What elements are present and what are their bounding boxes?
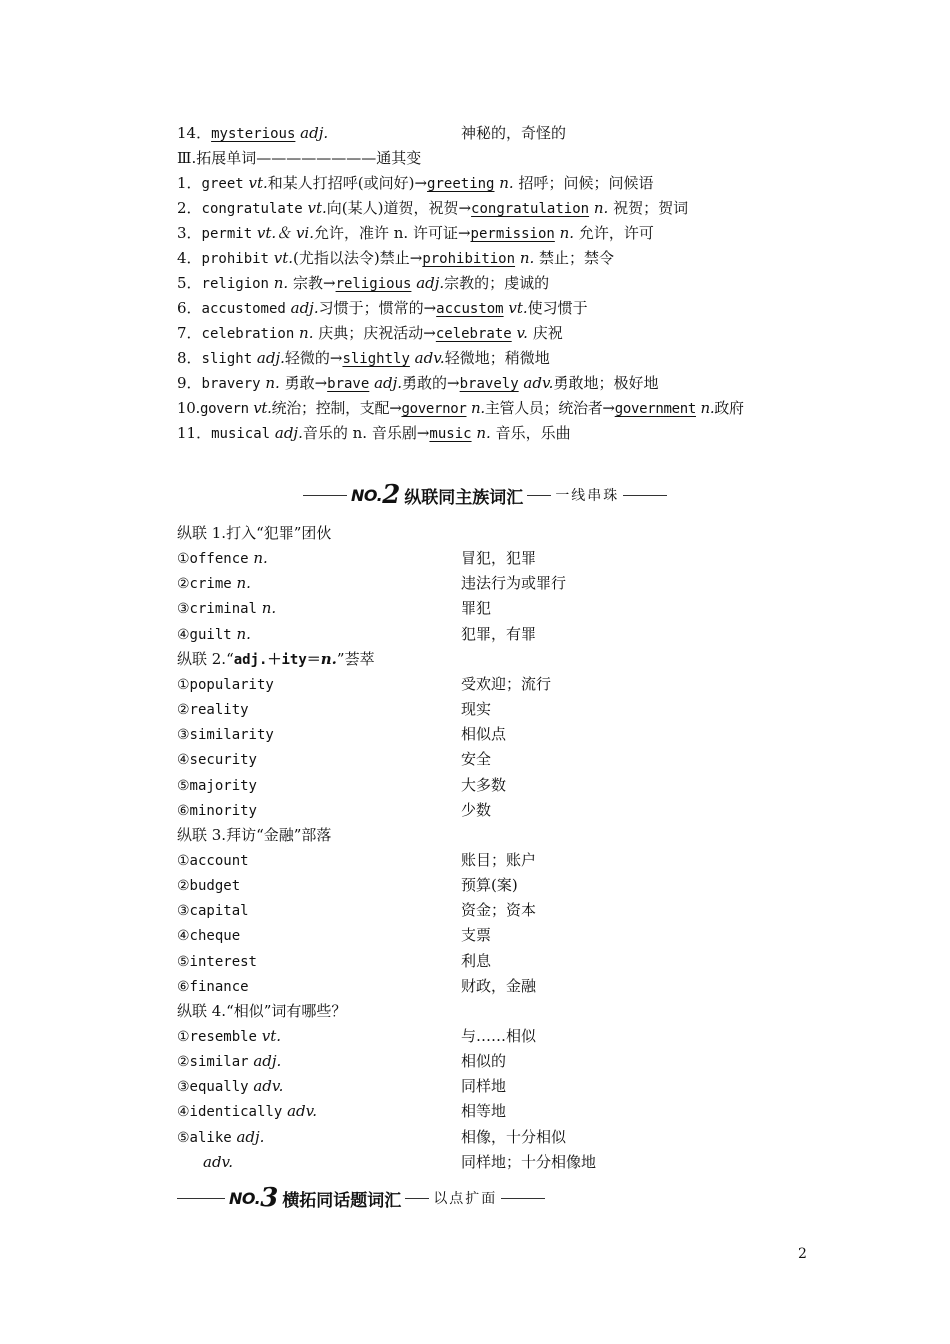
word-entry bbox=[177, 596, 276, 621]
meaning: 预算(案) bbox=[461, 876, 518, 895]
meaning: 相等地 bbox=[461, 1102, 507, 1121]
expand-line-7: 7．celebration n. 庆典；庆祝活动→celebrate v. 庆祝 bbox=[177, 324, 563, 342]
word: ④identically bbox=[177, 1104, 283, 1121]
banner-number: 2 bbox=[382, 480, 401, 510]
word-entry bbox=[177, 672, 274, 697]
expand-line-9: 9．bravery n. 勇敢→brave adj.勇敢的→bravely adv.勇敢地；极好地 bbox=[177, 374, 659, 392]
group-heading: 纵联 4.“相似”词有哪些？ bbox=[177, 1001, 347, 1020]
meaning: 账目；账户 bbox=[461, 850, 537, 869]
word-entry bbox=[177, 697, 249, 722]
meaning: 与……相似 bbox=[461, 1027, 537, 1045]
derived-word: congratulation bbox=[471, 201, 590, 217]
derived-word: music bbox=[429, 426, 472, 442]
meaning: 安全 bbox=[461, 750, 492, 769]
word-entry bbox=[177, 1074, 283, 1099]
part-of-speech: vt. bbox=[261, 1027, 282, 1045]
expand-line-4: 4．prohibit vt.(尤指以法令)禁止→prohibition n. 禁止；禁令 bbox=[177, 249, 615, 267]
expand-line-6: 6．accustomed adj.习惯于；惯常的→accustom vt.使习惯于 bbox=[177, 299, 588, 317]
meaning: 犯罪，有罪 bbox=[461, 624, 537, 643]
part-of-speech: adj. bbox=[236, 1127, 265, 1146]
word-entry bbox=[177, 722, 274, 747]
section-heading: Ⅲ.拓展单词————————通其变 bbox=[177, 149, 422, 167]
part-of-speech: n. bbox=[253, 549, 268, 568]
meaning: 相像，十分相似 bbox=[461, 1127, 567, 1146]
section-banner-3 bbox=[177, 1181, 545, 1215]
banner-title: 纵联同主族词汇 bbox=[404, 487, 524, 508]
part-of-speech: adv. bbox=[287, 1102, 318, 1121]
meaning: 违法行为或罪行 bbox=[461, 574, 567, 593]
word-entry bbox=[203, 1150, 233, 1175]
expand-line-1: 1．greet vt.和某人打招呼(或问好)→greeting n. 招呼；问候；问候语 bbox=[177, 174, 654, 192]
word: ③similarity bbox=[177, 727, 274, 744]
derived-word: permission bbox=[470, 226, 555, 242]
item-number: 14． bbox=[177, 124, 212, 142]
meaning: 资金；资本 bbox=[461, 901, 537, 920]
part-of-speech: adv. bbox=[203, 1152, 234, 1171]
word: ⑥finance bbox=[177, 978, 249, 995]
banner-no: NO. bbox=[351, 485, 383, 505]
word-entry bbox=[177, 798, 257, 823]
part-of-speech: n. bbox=[236, 624, 251, 643]
meaning: 财政，金融 bbox=[461, 976, 537, 995]
word-entry bbox=[177, 1125, 264, 1150]
banner-number: 3 bbox=[260, 1183, 279, 1213]
word-entry bbox=[177, 1049, 281, 1074]
part-of-speech: n. bbox=[261, 599, 277, 618]
word-entry bbox=[177, 546, 268, 571]
banner-no: NO. bbox=[229, 1188, 261, 1208]
word: ③capital bbox=[177, 903, 249, 920]
derived-word: brave bbox=[327, 376, 370, 392]
meaning: 同样地 bbox=[461, 1077, 507, 1096]
word-entry bbox=[177, 898, 249, 923]
group-heading: 纵联 3.拜访“金融”部落 bbox=[177, 825, 332, 844]
word: ①popularity bbox=[177, 676, 274, 693]
word-entry bbox=[177, 873, 240, 898]
banner-subtitle: 一线串珠 bbox=[555, 488, 620, 504]
meaning: 神秘的，奇怪的 bbox=[461, 124, 567, 142]
meaning: 相似点 bbox=[461, 725, 507, 744]
word-entry bbox=[177, 848, 249, 873]
word-entry bbox=[177, 571, 251, 596]
word-entry bbox=[177, 974, 249, 999]
word-entry bbox=[177, 747, 257, 772]
word-entry bbox=[177, 949, 257, 974]
meaning: 现实 bbox=[461, 700, 492, 719]
word: ②similar bbox=[177, 1054, 249, 1071]
word: ③equally bbox=[177, 1079, 249, 1096]
word: ⑤majority bbox=[177, 777, 257, 794]
derived-word: celebrate bbox=[435, 326, 512, 342]
banner-title: 横拓同话题词汇 bbox=[282, 1190, 402, 1211]
word-entry bbox=[177, 622, 251, 647]
word: ⑥minority bbox=[177, 802, 257, 819]
word: ①offence bbox=[177, 551, 249, 568]
page-number: 2 bbox=[798, 1246, 807, 1262]
part-of-speech: n. bbox=[236, 574, 251, 593]
meaning: 相似的 bbox=[461, 1052, 507, 1071]
part-of-speech: adj. bbox=[253, 1052, 282, 1071]
derived-word: governor bbox=[401, 401, 467, 417]
banner-subtitle: 以点扩面 bbox=[433, 1191, 498, 1207]
word: ②reality bbox=[177, 702, 249, 719]
word-entry bbox=[177, 923, 240, 948]
derived-word: prohibition bbox=[422, 251, 516, 267]
word: ②crime bbox=[177, 576, 232, 593]
word: ④cheque bbox=[177, 928, 241, 945]
word-entry bbox=[177, 1024, 281, 1049]
derived-word: greeting bbox=[427, 176, 495, 192]
word: ①resemble bbox=[177, 1029, 257, 1045]
word: ②budget bbox=[177, 878, 241, 895]
section-banner-2 bbox=[303, 478, 667, 512]
word-entry bbox=[177, 1099, 317, 1124]
expand-line-2: 2．congratulate vt.向(某人)道贺，祝贺→congratulation n. 祝贺；贺词 bbox=[177, 199, 689, 217]
meaning: 罪犯 bbox=[461, 599, 492, 618]
meaning: 冒犯，犯罪 bbox=[461, 549, 537, 568]
expand-line-3: 3．permit vt.＆ vi.允许，准许 n. 许可证→permission n. 允许，许可 bbox=[177, 224, 654, 242]
part-of-speech: adj. bbox=[300, 124, 329, 142]
derived-word: government bbox=[614, 401, 696, 417]
meaning: 少数 bbox=[461, 800, 492, 819]
group-heading: 纵联 1.打入“犯罪”团伙 bbox=[177, 524, 332, 542]
word-entry bbox=[177, 773, 257, 798]
word: ③criminal bbox=[177, 601, 257, 618]
vocab-line-14 bbox=[177, 121, 328, 146]
word: ④guilt bbox=[177, 626, 232, 643]
expand-line-11: 11．musical adj.音乐的 n. 音乐剧→music n. 音乐，乐曲 bbox=[177, 424, 571, 442]
derived-word: bravely bbox=[459, 376, 519, 392]
meaning: 同样地；十分相像地 bbox=[461, 1152, 597, 1171]
derived-word: religious bbox=[335, 276, 412, 292]
derived-word: slightly bbox=[342, 351, 410, 367]
expand-line-5: 5．religion n. 宗教→religious adj.宗教的；虔诚的 bbox=[177, 274, 550, 292]
derived-word: accustom bbox=[436, 301, 504, 317]
meaning: 支票 bbox=[461, 926, 492, 945]
word: ⑤interest bbox=[177, 953, 257, 970]
word: mysterious bbox=[211, 126, 296, 142]
part-of-speech: adv. bbox=[253, 1077, 284, 1096]
group-heading: 纵联 2.“adj.＋ity＝n.”荟萃 bbox=[177, 649, 375, 668]
expand-line-8: 8．slight adj.轻微的→slightly adv.轻微地；稍微地 bbox=[177, 349, 550, 367]
word: ⑤alike bbox=[177, 1129, 232, 1146]
word: ①account bbox=[177, 852, 249, 869]
meaning: 大多数 bbox=[461, 775, 507, 794]
expand-line-10: 10.govern vt.统治；控制，支配→governor n.主管人员；统治者→government n.政府 bbox=[177, 399, 744, 417]
word: ④security bbox=[177, 752, 257, 769]
meaning: 利息 bbox=[461, 951, 492, 970]
meaning: 受欢迎；流行 bbox=[461, 674, 552, 693]
